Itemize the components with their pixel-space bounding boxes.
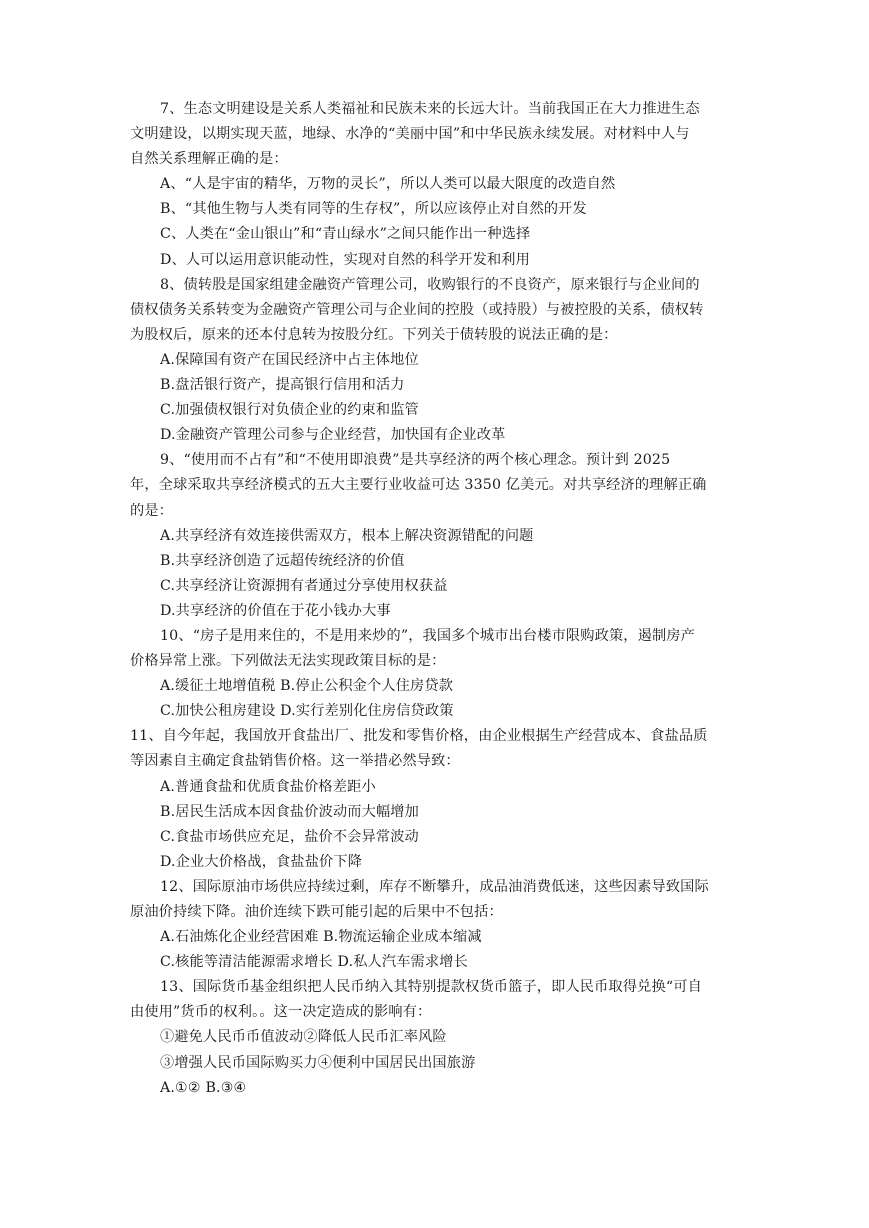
q7-stem-line-2: 文明建设，以期实现天蓝，地绿、水净的“美丽中国”和中华民族永续发展。对材料中人与 <box>130 126 690 143</box>
q11-option-d: D.企业大价格战，食盐盐价下降 <box>160 853 363 870</box>
q9-option-d: D.共享经济的价值在于花小钱办大事 <box>160 602 391 619</box>
q7-option-d: D、人可以运用意识能动性，实现对自然的科学开发和利用 <box>160 251 530 268</box>
q13-stem-line-2: 由使用”货币的权利。。这一决定造成的影响有： <box>130 1004 432 1021</box>
q11-option-a: A.普通食盐和优质食盐价格差距小 <box>160 778 376 795</box>
q13-options-ab: A.①② B.③④ <box>160 1079 247 1096</box>
q12-options-cd: C.核能等清洁能源需求增长 D.私人汽车需求增长 <box>160 954 468 971</box>
q9-option-a: A.共享经济有效连接供需双方，根本上解决资源错配的问题 <box>160 527 534 544</box>
q7-stem-line-1: 7、生态文明建设是关系人类福祉和民族未来的长远大计。当前我国正在大力推进生态 <box>160 101 700 117</box>
q8-stem-line-1: 8、债转股是国家组建金融资产管理公司，收购银行的不良资产，原来银行与企业间的 <box>160 276 700 293</box>
q8-stem-line-2: 债权债务关系转变为金融资产管理公司与企业间的控股（或持股）与被控股的关系，债权转 <box>130 301 704 318</box>
q13-statements-3-4: ③增强人民币国际购买力④便利中国居民出国旅游 <box>160 1054 476 1071</box>
q8-option-c: C.加强债权银行对负债企业的约束和监管 <box>160 402 419 419</box>
q9-stem-line-1: 9、“使用而不占有”和“不使用即浪费”是共享经济的两个核心理念。预计到 2025 <box>160 452 671 469</box>
q12-stem-line-1: 12、国际原油市场供应持续过剩，库存不断攀升，成品油消费低迷，这些因素导致国际 <box>160 878 709 895</box>
q7-option-a: A、“人是宇宙的精华，万物的灵长”，所以人类可以最大限度的改造自然 <box>160 176 616 193</box>
q8-stem-line-3: 为股权后，原来的还本付息转为按股分红。下列关于债转股的说法正确的是： <box>130 326 618 343</box>
q8-option-b: B.盘活银行资产，提高银行信用和活力 <box>160 377 405 394</box>
q11-stem-line-1: 11、自今年起，我国放开食盐出厂、批发和零售价格，由企业根据生产经营成本、食盐品质 <box>130 728 708 745</box>
q7-stem-line-3: 自然关系理解正确的是： <box>130 151 288 168</box>
q8-option-d: D.金融资产管理公司参与企业经营，加快国有企业改革 <box>160 427 506 444</box>
q9-stem-line-2: 年，全球采取共享经济模式的五大主要行业收益可达 3350 亿美元。对共享经济的理解正确 <box>130 477 707 494</box>
q12-options-ab: A.石油炼化企业经营困难 B.物流运输企业成本缩减 <box>160 929 482 946</box>
q7-option-b: B、“其他生物与人类有同等的生存权”，所以应该停止对自然的开发 <box>160 201 587 218</box>
q10-stem-line-1: 10、“房子是用来住的，不是用来炒的”，我国多个城市出台楼市限购政策，遏制房产 <box>160 627 695 644</box>
q9-stem-line-3: 的是： <box>130 502 174 519</box>
q13-stem-line-1: 13、国际货币基金组织把人民币纳入其特别提款权货币篮子，即人民币取得兑换“可自 <box>160 979 702 996</box>
q10-options-ab: A.缓征土地增值税 B.停止公积金个人住房贷款 <box>160 678 454 695</box>
q7-option-c: C、人类在“金山银山”和“青山绿水”之间只能作出一种选择 <box>160 226 531 243</box>
q8-option-a: A.保障国有资产在国民经济中占主体地位 <box>160 351 419 368</box>
q11-option-c: C.食盐市场供应充足，盐价不会异常波动 <box>160 828 419 845</box>
q12-stem-line-2: 原油价持续下降。油价连续下跌可能引起的后果中不包括： <box>130 904 503 920</box>
q11-option-b: B.居民生活成本因食盐价波动而大幅增加 <box>160 803 419 820</box>
q10-stem-line-2: 价格异常上涨。下列做法无法实现政策目标的是： <box>130 653 446 670</box>
q10-options-cd: C.加快公租房建设 D.实行差别化住房信贷政策 <box>160 703 454 720</box>
q9-option-c: C.共享经济让资源拥有者通过分享使用权获益 <box>160 577 448 594</box>
exam-page <box>130 97 742 1101</box>
q9-option-b: B.共享经济创造了远超传统经济的价值 <box>160 552 405 569</box>
q13-statements-1-2: ①避免人民币币值波动②降低人民币汇率风险 <box>160 1029 447 1046</box>
q11-stem-line-2: 等因素自主确定食盐销售价格。这一举措必然导致： <box>130 753 460 770</box>
